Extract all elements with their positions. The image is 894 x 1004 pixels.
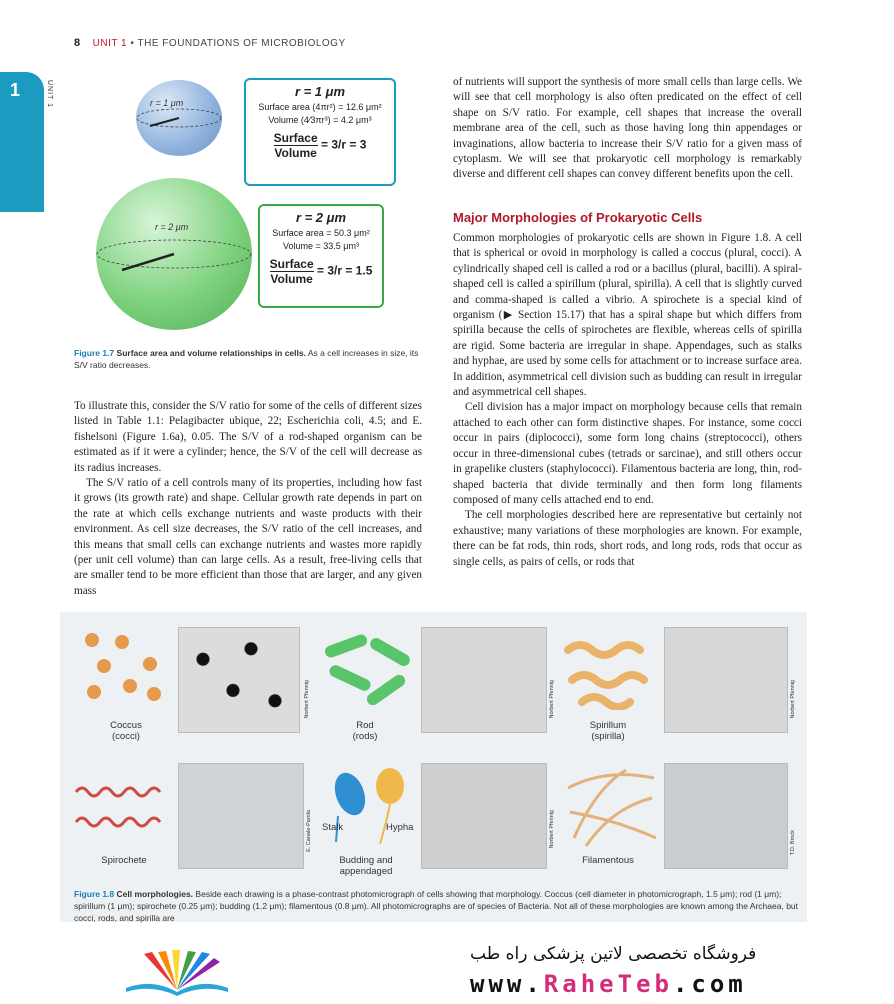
large-box-heading: r = 2 μm [295,210,347,225]
small-sphere-box [244,78,396,186]
large-sphere-radius [96,178,252,330]
figure-1-8-caption [74,888,809,924]
large-ratio-val: = 3/r = 1.5 [316,263,373,278]
budding-photo [421,763,547,869]
coccus-drawing [78,628,168,708]
filamentous-photo [664,763,788,869]
left-column-text [74,399,422,599]
large-ratio-den: Volume [270,272,313,286]
small-ratio-val: = 3/r = 3 [321,137,367,152]
right-column-text [453,231,802,570]
large-radius-label: r = 2 μm [155,222,189,232]
credit-4: E. Canale-Parola [306,810,312,852]
spirillum-photo [664,627,788,733]
figure-1-7-title: Surface area and volume relationships in cells. [116,348,306,358]
credit-3: Norbert Pfennig [790,680,796,719]
unit-label: UNIT 1 [92,38,128,49]
right-paragraph-top: of nutrients will support the synthesis of more small cells than large cells. We will see that cell morphology is also often predicated on the effect of cell shape on S/V ratio. For example, cell shapes that increase the overall membrane area of the cell, such as those having long thin appendages or invaginations, allow bacteria to increase their S/V ratio for a given mass of cytoplasm. We will see that prokaryotic cell morphology is remarkably diverse and different cell shapes can convey different benefits upon the cell. [453,76,802,181]
filamentous-label: Filamentous [582,855,634,866]
rod-drawing [318,632,414,710]
spirochete-drawing [72,772,172,842]
credit-2: Norbert Pfennig [549,680,555,719]
chapter-tab [0,72,44,212]
running-header [74,37,346,49]
figure-1-7-caption [74,347,419,371]
section-heading: Major Morphologies of Prokaryotic Cells [453,210,703,225]
figure-1-7-label: Figure 1.7 [74,348,115,358]
small-box-ratio [246,131,394,160]
coccus-label: Coccus (cocci) [110,720,142,742]
right-paragraph-3: The cell morphologies described here are representative but certainly not exhaustive; many variations of these morphologies are known. For example, there can be fat rods, thin rods, short rods, and long rods, rods that occur as single cells, as pairs of cells, or rods that [453,509,802,568]
right-paragraph-2: Cell division has a major impact on morphology because cells that remain attached to each other can form distinctive shapes. For instance, some cocci occur in pairs (diplococci), some form long chains (streptococci), others occur in three-dimensional cubes (tetrads or sarcinae), and still others occur in grapelike clusters (staphylococci). Filamentous bacteria are long, thin, rod-shaped bacteria that divide terminally and then form long filaments composed of many cells attached end to end. [453,401,802,506]
small-box-volume: Volume (4⁄3πr³) = 4.2 μm³ [268,115,372,125]
budding-label: Budding and appendaged [339,855,393,877]
right-column-top-text [453,75,802,183]
shop-url-suffix: .com [672,970,747,998]
coccus-photo [178,627,300,733]
stalk-label: Stalk [322,822,344,833]
page-number: 8 [74,37,81,49]
header-separator: • [130,38,135,49]
chapter-tab-number: 1 [10,80,21,100]
hypha-label: Hypha [386,822,414,833]
shop-url-prefix: www. [470,970,544,998]
spirillum-label: Spirillum (spirilla) [589,720,627,742]
small-radius-label: r = 1 μm [150,98,184,108]
left-paragraph-2: The S/V ratio of a cell controls many of its properties, including how fast it grows (its growth rate) and shape. Cellular growth rate depends in part on the rate at which cells exchange nutrients and waste products with their environment. As cell size decreases, the S/V ratio of the cell increases, and this means that small cells can exchange nutrients and wastes more rapidly (per unit cell volume) than can large cells. As a result, free-living cells that are smaller tend to be more efficient than those that are larger, and any given mass [74,477,422,597]
large-sphere-box [258,204,384,308]
figure-1-7-text: As a cell increases in size, its S/V ratio decreases. [74,348,419,370]
small-box-surface: Surface area (4πr²) = 12.6 μm² [258,102,382,112]
shop-url-brand: RaheTeb [543,970,673,998]
small-sphere-radius [136,80,222,156]
large-box-ratio [260,257,382,286]
spirochete-label: Spirochete [101,855,147,866]
large-box-volume: Volume = 33.5 μm³ [283,241,359,251]
large-box-surface: Surface area = 50.3 μm² [272,228,370,238]
small-ratio-den: Volume [274,146,317,160]
figure-1-8-label: Figure 1.8 [74,889,115,899]
rod-photo [421,627,547,733]
filamentous-drawing [566,768,658,848]
rod-label: Rod (rods) [352,720,378,742]
credit-1: Norbert Pfennig [304,680,310,719]
budding-drawing [318,764,418,848]
right-paragraph-1: Common morphologies of prokaryotic cells are shown in Figure 1.8. A cell that is spherical or ovoid in morphology is called a coccus (plural, cocci). A cylindrically shaped cell is called a rod or a bacillus (plural, bacilli). A spiral-shaped cell is called a spirillum (plural, spirilla). A cell that is slightly curved and comma-shaped is called a vibrio. A spirochete is a special kind of organism (▶ Section 15.17) that has a spiral shape but which differs from spirilla because the cells of spirochetes are flexible, whereas cells of spirilla are rigid. Some bacteria are irregular in shape. Appendages, such as stalks and hyphae, are used by some cells for attachment or to increase surface area. In addition, asymmetrical cell division such as budding can result in irregular and asymmetrical cell shapes. [453,232,802,399]
small-ratio-num: Surface [273,131,318,145]
credit-5: Norbert Pfennig [549,810,555,849]
large-ratio-num: Surface [269,257,314,271]
figure-1-8-text: Beside each drawing is a phase-contrast photomicrograph of cells showing that morphology. Coccus (cell diameter in photomicrograph, 1.5 μm); rod (1 μm); spirillum (1 μm); spirochete (0.25 μm); budding (1.2 μm); filamentous (0.8 μm). All photomicrographs are of species of Bacteria. Not all of these morphologies are known among the Archaea, but cocci, rods, and spirilla are [74,889,799,923]
spirochete-photo [178,763,304,869]
book-logo-icon [122,948,232,1000]
figure-1-8-title: Cell morphologies. [116,889,194,899]
credit-6: T.D. Brock [790,830,796,856]
small-box-heading: r = 1 μm [294,84,346,99]
spirillum-drawing [562,636,658,710]
shop-name: فروشگاه تخصصی لاتین پزشکی راه طب [470,944,757,964]
chapter-tab-label: UNIT 1 [46,80,53,109]
shop-url [470,970,747,998]
header-title: THE FOUNDATIONS OF MICROBIOLOGY [137,38,346,49]
left-paragraph-1: To illustrate this, consider the S/V ratio for some of the cells of different sizes listed in Table 1.1: Pelagibacter ubique, 22; Escherichia coli, 4.5; and E. fishelsoni (Figure 1.6a), 0.05. The S/V of a rod-shaped organism can be estimated as if it were a cylinder; hence, the S/V of the cell will decrease as its radius increases. [74,400,422,474]
